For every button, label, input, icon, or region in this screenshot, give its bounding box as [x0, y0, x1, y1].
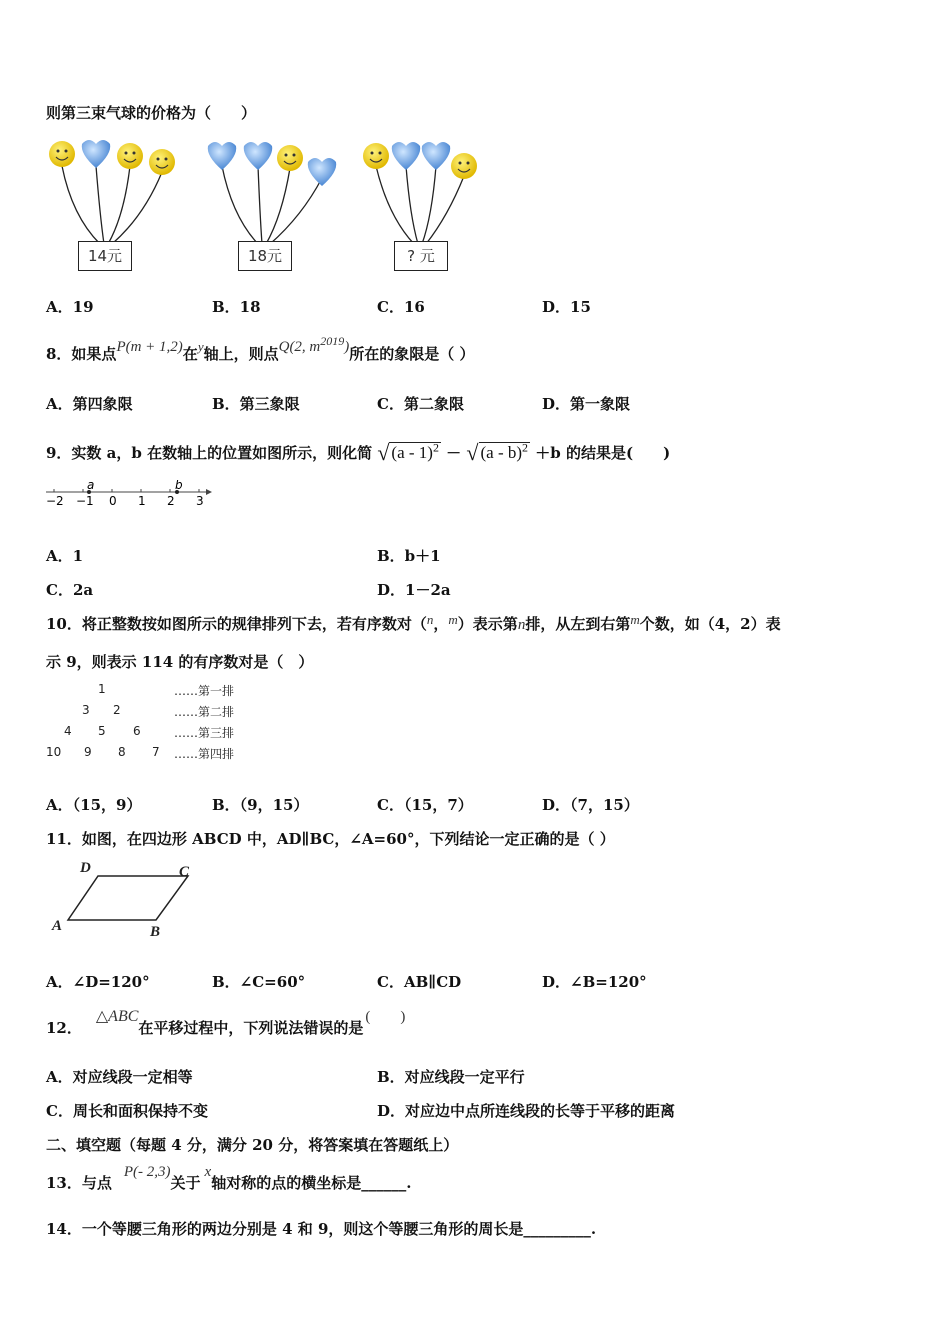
q13-point: P(- 2,3) — [123, 1164, 171, 1180]
section-heading: 二、填空题（每题 4 分，满分 20 分，将答案填在答题纸上） — [46, 1136, 459, 1154]
tri-num: 9 — [84, 745, 92, 759]
tri-num: 3 — [82, 703, 90, 717]
q12-option-b[interactable]: B．对应线段一定平行 — [377, 1068, 525, 1086]
tri-num: 4 — [64, 724, 72, 738]
vertex-label-d: D — [80, 860, 91, 876]
q10-comma: ， — [433, 615, 449, 633]
q11-option-d[interactable]: D．∠B=120° — [542, 973, 647, 991]
q8-option-c[interactable]: C．第二象限 — [377, 395, 464, 413]
q10-var-n2: n — [517, 617, 526, 633]
price-box-1: 14元 — [78, 241, 132, 271]
q9-option-d[interactable]: D．1－2a — [377, 581, 451, 599]
q10-text-d: 个数，如（4，2）表 — [639, 615, 781, 633]
q8-text-mid1: 在 — [182, 345, 198, 363]
smiley-balloon — [363, 143, 389, 169]
q12-option-c[interactable]: C．周长和面积保持不变 — [46, 1102, 208, 1120]
q10-option-d[interactable]: D．（7，15） — [542, 796, 639, 814]
axis-tick: 1 — [138, 494, 146, 508]
q12-num: 12． — [46, 1019, 82, 1037]
axis-point-b: b — [175, 480, 183, 492]
vertex-label-a: A — [52, 918, 63, 934]
q8-point-q: Q(2, m — [278, 339, 321, 355]
tri-row-label: ……第四排 — [174, 747, 235, 761]
q11-stem: 11．如图，在四边形 ABCD 中，AD∥BC，∠A=60°，下列结论一定正确的是（ ） — [46, 830, 615, 848]
axis-point-a: a — [87, 480, 95, 492]
q8-axis-var: y — [197, 339, 204, 354]
q10-line1 — [46, 613, 781, 634]
heart-balloon — [392, 142, 420, 170]
q7-option-d[interactable]: D．15 — [542, 298, 591, 316]
q12-text: 在平移过程中，下列说法错误的是 — [138, 1019, 364, 1037]
vertex-label-b: B — [150, 924, 161, 940]
axis-tick: 3 — [196, 494, 204, 508]
q10-text-a: 10．将正整数按如图所示的规律排列下去，若有序数对（ — [46, 615, 427, 633]
q14-stem: 14．一个等腰三角形的两边分别是 4 和 9，则这个等腰三角形的周长是_________. — [46, 1220, 597, 1238]
q8-point-q-close: ) — [344, 339, 350, 355]
heart-balloon — [82, 140, 110, 168]
tri-num: 1 — [98, 682, 106, 696]
balloon-group-3 — [376, 166, 464, 244]
balloon-group-2 — [222, 166, 322, 244]
q10-line2: 示 9，则表示 114 的有序数对是（ ） — [46, 653, 314, 671]
q9-stem — [46, 438, 670, 464]
q11-option-a[interactable]: A．∠D=120° — [46, 973, 150, 991]
q10-var-m2: m — [630, 612, 640, 627]
q11-option-b[interactable]: B．∠C=60° — [212, 973, 306, 991]
tri-row-label: ……第二排 — [174, 705, 235, 719]
q12-option-a[interactable]: A．对应线段一定相等 — [46, 1068, 193, 1086]
q9-option-b[interactable]: B．b＋1 — [377, 547, 441, 565]
q9-sqrt-2: √ (a - b)$^2$ — [466, 440, 529, 465]
q8-text-mid2: 轴上，则点 — [203, 345, 279, 363]
q10-var-m: m — [448, 612, 458, 627]
heart-balloon — [308, 158, 336, 186]
heart-balloon — [422, 142, 450, 170]
q10-text-c: 排，从左到右第 — [525, 615, 631, 633]
q9-option-c[interactable]: C．2a — [46, 581, 94, 599]
smiley-balloon — [149, 149, 175, 175]
tri-num: 7 — [152, 745, 160, 759]
smiley-balloon — [277, 145, 303, 171]
q7-option-b[interactable]: B．18 — [212, 298, 261, 316]
q12-paren: ( ) — [365, 1009, 406, 1025]
tri-num: 8 — [118, 745, 126, 759]
q11-option-c[interactable]: C．AB∥CD — [377, 973, 462, 991]
heart-balloon — [244, 142, 272, 170]
price-box-2: 18元 — [238, 241, 292, 271]
q9-rad2: (a - b) — [480, 443, 523, 462]
vertex-label-c: C — [179, 864, 190, 880]
q9-rad2-exp: 2 — [522, 440, 529, 455]
q12-triangle: △ABC — [95, 1008, 139, 1025]
number-line-figure — [44, 480, 214, 512]
q12-option-d[interactable]: D．对应边中点所连线段的长等于平移的距离 — [377, 1102, 676, 1120]
q13-stem — [46, 1160, 411, 1196]
tri-row-label: ……第三排 — [174, 726, 235, 740]
axis-tick: 2 — [167, 494, 175, 508]
q9-tail: ＋b 的结果是( ) — [535, 444, 671, 462]
smiley-balloon — [117, 143, 143, 169]
q7-stem: 则第三束气球的价格为（ ） — [46, 104, 257, 122]
q10-text-b: ）表示第 — [457, 615, 518, 633]
q10-var-n: n — [426, 612, 434, 627]
axis-tick: −1 — [76, 494, 94, 508]
q7-option-a[interactable]: A．19 — [46, 298, 94, 316]
q10-option-b[interactable]: B．（9，15） — [212, 796, 309, 814]
q13-mid: 关于 — [170, 1174, 201, 1192]
q9-minus: － — [446, 444, 462, 462]
price-box-3: ? 元 — [394, 241, 448, 271]
parallelogram-figure — [46, 856, 206, 942]
tri-num: 10 — [46, 745, 62, 759]
q9-text: 9．实数 a，b 在数轴上的位置如图所示，则化简 — [46, 444, 373, 462]
q10-option-c[interactable]: C．（15，7） — [377, 796, 473, 814]
heart-balloon — [208, 142, 236, 170]
q8-stem — [46, 334, 475, 364]
q8-text-pre: 8．如果点 — [46, 345, 117, 363]
q12-stem — [46, 1005, 405, 1041]
smiley-balloon — [451, 153, 477, 179]
q8-point-p: P(m + 1,2) — [116, 339, 183, 355]
q13-axis: x — [204, 1164, 212, 1180]
q9-sqrt-1: √ (a - 1)$^2$ — [377, 440, 439, 465]
q8-option-d[interactable]: D．第一象限 — [542, 395, 631, 413]
q9-rad1: (a - 1) — [391, 443, 433, 462]
q7-option-c[interactable]: C．16 — [377, 298, 425, 316]
q8-option-b[interactable]: B．第三象限 — [212, 395, 300, 413]
tri-num: 2 — [113, 703, 121, 717]
q8-text-post: 所在的象限是（ ） — [349, 345, 475, 363]
q9-rad1-exp: 2 — [432, 440, 439, 455]
q9-option-a[interactable]: A．1 — [46, 547, 84, 565]
q13-post: 轴对称的点的横坐标是______. — [211, 1174, 412, 1192]
tri-num: 5 — [98, 724, 106, 738]
parallelogram-shape — [68, 876, 188, 920]
axis-tick: 0 — [109, 494, 117, 508]
axis-tick: −2 — [46, 494, 64, 508]
q8-option-a[interactable]: A．第四象限 — [46, 395, 133, 413]
balloon-group-1 — [62, 166, 162, 244]
tri-row-label: ……第一排 — [174, 684, 235, 698]
number-triangle-figure — [46, 682, 246, 762]
q8-point-q-exp: 2019 — [320, 334, 345, 348]
smiley-balloon — [49, 141, 75, 167]
q10-option-a[interactable]: A．（15，9） — [46, 796, 142, 814]
tri-num: 6 — [133, 724, 141, 738]
q13-pre: 13．与点 — [46, 1174, 112, 1192]
